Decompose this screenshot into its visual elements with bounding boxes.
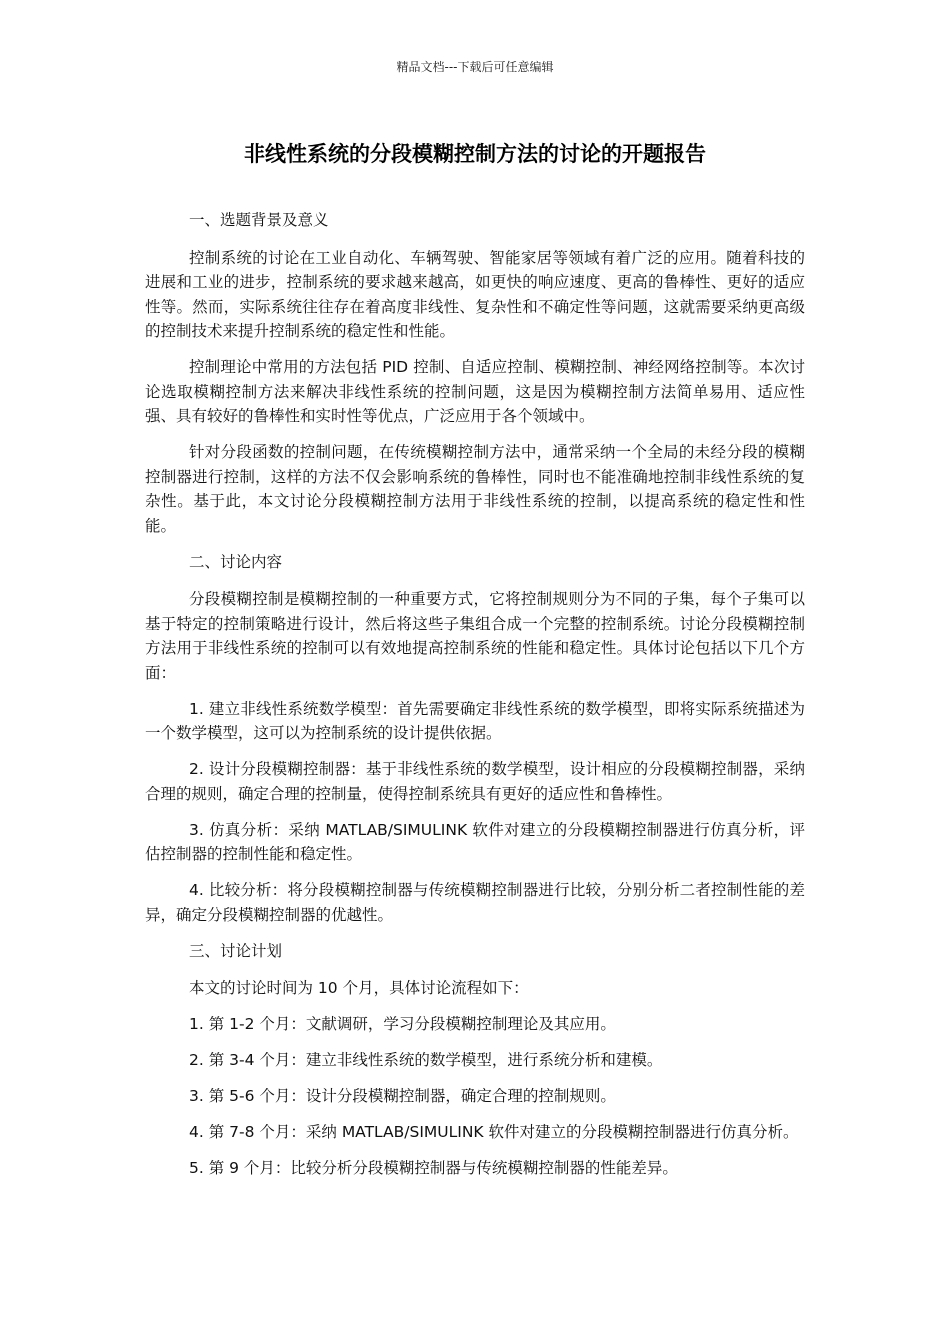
list-item-content-2: 2. 设计分段模糊控制器：基于非线性系统的数学模型，设计相应的分段模糊控制器，采纳合理的规则，确定合理的控制量，使得控制系统具有更好的适应性和鲁棒性。 [145,760,805,803]
section-heading-background: 一、选题背景及意义 [189,211,329,229]
list-item-plan-2: 2. 第 3-4 个月：建立非线性系统的数学模型，进行系统分析和建模。 [189,1051,663,1069]
list-item-plan-4: 4. 第 7-8 个月：采纳 MATLAB/SIMULINK 软件对建立的分段模糊控制器进行仿真分析。 [189,1123,799,1141]
paragraph-background-1: 控制系统的讨论在工业自动化、车辆驾驶、智能家居等领域有着广泛的应用。随着科技的进展和工业的进步，控制系统的要求越来越高，如更快的响应速度、更高的鲁棒性、更好的适应性等。然而，实际系统往往存在着高度非线性、复杂性和不确定性等问题，这就需要采纳更高级的控制技术来提升控制系统的稳定性和性能。 [145,248,805,340]
list-item-plan-3: 3. 第 5-6 个月：设计分段模糊控制器，确定合理的控制规则。 [189,1087,616,1105]
list-item-content-1: 1. 建立非线性系统数学模型：首先需要确定非线性系统的数学模型，即将实际系统描述为一个数学模型，这可以为控制系统的设计提供依据。 [145,699,805,742]
list-item-plan-1: 1. 第 1-2 个月：文献调研，学习分段模糊控制理论及其应用。 [189,1015,616,1033]
section-heading-plan: 三、讨论计划 [189,941,283,960]
page-header: 精品文档---下载后可任意编辑 [396,60,554,74]
paragraph-content-intro: 分段模糊控制是模糊控制的一种重要方式，它将控制规则分为不同的子集，每个子集可以基于特定的控制策略进行设计，然后将这些子集组合成一个完整的控制系统。讨论分段模糊控制方法用于非线性系统的控制可以有效地提高控制系统的性能和稳定性。具体讨论包括以下几个方面： [145,590,805,682]
document-body [145,208,805,1192]
section-heading-content: 二、讨论内容 [189,552,283,571]
list-item-content-4: 4. 比较分析：将分段模糊控制器与传统模糊控制器进行比较，分别分析二者控制性能的差异，确定分段模糊控制器的优越性。 [145,881,805,924]
list-item-content-3: 3. 仿真分析：采纳 MATLAB/SIMULINK 软件对建立的分段模糊控制器进行仿真分析，评估控制器的控制性能和稳定性。 [145,820,805,863]
paragraph-plan-intro: 本文的讨论时间为 10 个月，具体讨论流程如下： [189,979,529,997]
list-item-plan-5: 5. 第 9 个月：比较分析分段模糊控制器与传统模糊控制器的性能差异。 [189,1159,678,1177]
document-title: 非线性系统的分段模糊控制方法的讨论的开题报告 [244,142,706,166]
paragraph-background-2: 控制理论中常用的方法包括 PID 控制、自适应控制、模糊控制、神经网络控制等。本次讨论选取模糊控制方法来解决非线性系统的控制问题，这是因为模糊控制方法简单易用、适应性强、具有较好的鲁棒性和实时性等优点，广泛应用于各个领域中。 [145,358,805,425]
paragraph-background-3: 针对分段函数的控制问题，在传统模糊控制方法中，通常采纳一个全局的未经分段的模糊控制器进行控制，这样的方法不仅会影响系统的鲁棒性，同时也不能准确地控制非线性系统的复杂性。基于此，本文讨论分段模糊控制方法用于非线性系统的控制，以提高系统的稳定性和性能。 [145,443,805,535]
